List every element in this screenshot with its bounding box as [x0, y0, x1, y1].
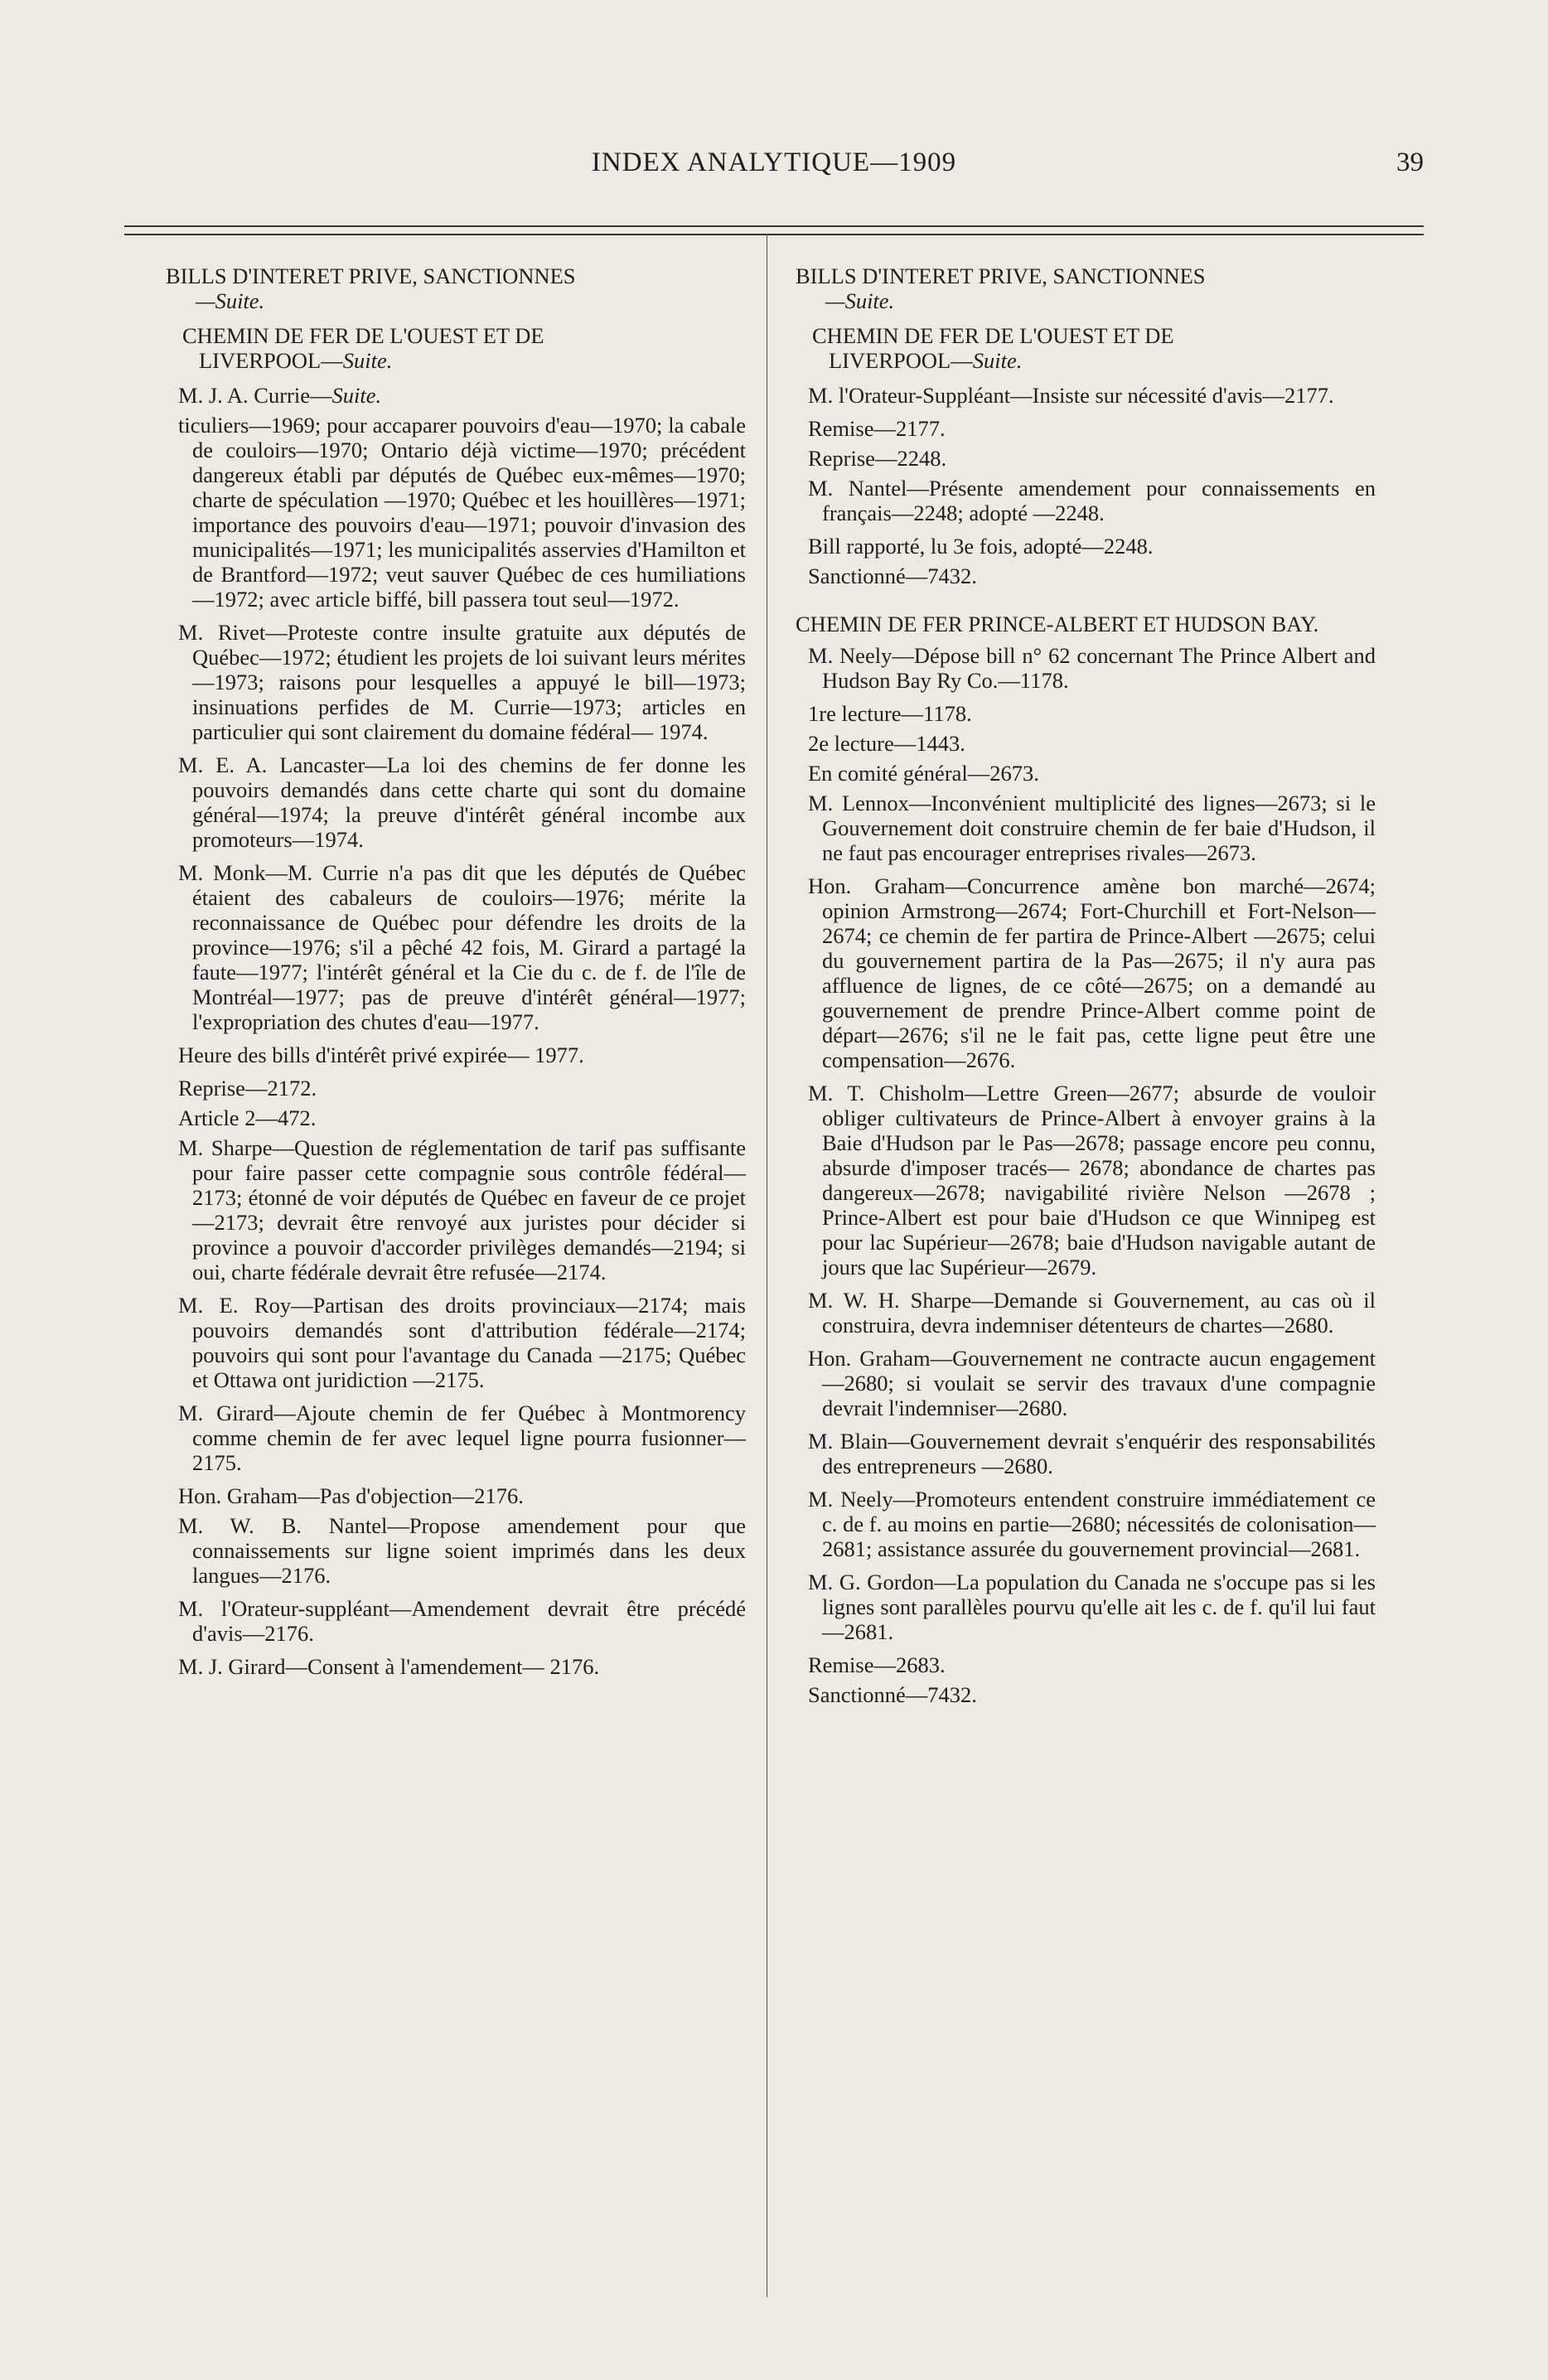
subheading-line1: CHEMIN DE FER DE L'OUEST ET DE	[182, 323, 544, 348]
section-heading-suite: —Suite.	[825, 288, 895, 313]
right-column	[796, 264, 1376, 1712]
running-head	[124, 148, 1424, 197]
index-entry: M. Rivet—Proteste contre insulte gratuite aux députés de Québec—1972; étudient les projets de loi suivant leurs mérites —1973; raisons pour lesquelles a appuyé le bill—1973; insinuations perfides de M. Currie—1973; articles en particulier qui sont clairement du domaine fédéral— 1974.	[178, 620, 746, 744]
index-entry: M. J. Girard—Consent à l'amendement— 2176.	[178, 1654, 600, 1679]
index-entry: M. l'Orateur-suppléant—Amendement devrait être précédé d'avis—2176.	[178, 1596, 746, 1646]
subheading	[166, 323, 746, 373]
speaker-suite: Suite.	[331, 383, 382, 408]
index-entry: Hon. Graham—Concurrence amène bon marché—2674; opinion Armstrong—2674; Fort-Churchill et Fort-Nelson—2674; ce chemin de fer partira de Prince-Albert —2675; celui du gouvernement partira de la Pas—2675; il n'y aura pas affluence de lignes, de ce côté—2675; on a demandé au gouvernement de prendre Prince-Albert comme point de départ—2676; s'il ne le fait pas, cette ligne peut être une compensation—2676.	[808, 873, 1376, 1072]
index-entry: M. G. Gordon—La population du Canada ne s'occupe pas si les lignes sont parallèles pourvu qu'elle ait les c. de f. qu'il lui faut—2681.	[808, 1570, 1376, 1644]
index-entry: Sanctionné—7432.	[808, 1682, 977, 1707]
index-entry: Hon. Graham—Gouvernement ne contracte aucun engagement—2680; si voulait se servir des travaux d'une compagnie devrait l'indemniser—2680.	[808, 1346, 1376, 1420]
index-entry: Reprise—2248.	[808, 446, 947, 471]
subheading-suite: Suite.	[342, 348, 393, 373]
subheading	[796, 323, 1376, 373]
section-heading: BILLS D'INTERET PRIVE, SANCTIONNES	[796, 264, 1206, 288]
index-entry: Heure des bills d'intérêt privé expirée— 1977.	[178, 1042, 584, 1067]
index-entry: M. Neely—Promoteurs entendent construire immédiatement ce c. de f. au moins en partie—2680; nécessités de colonisation—2681; assistance assurée du gouvernement provincial—2681.	[808, 1487, 1376, 1561]
index-entry: Reprise—2172.	[178, 1076, 317, 1101]
index-entry: Remise—2177.	[808, 416, 946, 441]
index-entry: M. Monk—M. Currie n'a pas dit que les députés de Québec étaient des cabaleurs de couloirs—1976; mérite la reconnaissance de Québec pour défendre les droits de la province—1976; s'il a pêché 42 fois, M. Girard a partagé la faute—1977; l'intérêt général et la Cie du c. de f. de l'île de Montréal—1977; pas de preuve d'intérêt général—1977; l'expropriation des chutes d'eau—1977.	[178, 860, 746, 1034]
section-heading-suite: —Suite.	[196, 288, 265, 313]
subheading-line2: LIVERPOOL—	[199, 348, 343, 373]
index-entry: M. Neely—Dépose bill n° 62 concernant The Prince Albert and Hudson Bay Ry Co.—1178.	[808, 643, 1376, 693]
index-entry: Hon. Graham—Pas d'objection—2176.	[178, 1483, 524, 1508]
index-entry: M. l'Orateur-Suppléant—Insiste sur nécessité d'avis—2177.	[808, 383, 1334, 408]
index-entry: M. W. B. Nantel—Propose amendement pour que connaissements sur ligne soient imprimés dans les deux langues—2176.	[178, 1513, 746, 1588]
header-rule-top	[124, 225, 1424, 227]
index-entry: M. T. Chisholm—Lettre Green—2677; absurde de vouloir obliger cultivateurs de Prince-Albert à envoyer grains à la Baie d'Hudson par le Pas—2678; passage encore peu connu, absurde d'imposer tracés— 2678; abondance de chartes pas dangereux—2678; navigabilité rivière Nelson —2678 ; Prince-Albert est pour baie d'Hudson ce que Winnipeg est pour lac Supérieur—2678; baie d'Hudson navigable autant de jours que lac Supérieur—2679.	[808, 1081, 1376, 1279]
index-entry: M. Lennox—Inconvénient multiplicité des lignes—2673; si le Gouvernement doit construire chemin de fer baie d'Hudson, il ne faut pas encourager entreprises rivales—2673.	[808, 791, 1376, 865]
index-entry: 1re lecture—1178.	[808, 701, 972, 726]
page-number: 39	[1396, 148, 1424, 177]
index-entry: M. W. H. Sharpe—Demande si Gouvernement, au cas où il construira, devra indemniser détenteurs de chartes—2680.	[808, 1288, 1376, 1338]
index-entry: Remise—2683.	[808, 1652, 946, 1677]
subheading-suite: Suite.	[972, 348, 1023, 373]
index-entry: En comité général—2673.	[808, 761, 1039, 786]
index-entry: M. Nantel—Présente amendement pour connaissements en français—2248; adopté —2248.	[808, 476, 1376, 525]
index-entry: M. Blain—Gouvernement devrait s'enquérir des responsabilités des entrepreneurs —2680.	[808, 1429, 1376, 1478]
index-entry: 2e lecture—1443.	[808, 731, 965, 756]
index-entry: M. Sharpe—Question de réglementation de tarif pas suffisante pour faire passer cette compagnie sous contrôle fédéral— 2173; étonné de voir députés de Québec en faveur de ce projet—2173; devrait être renvoyé aux juristes pour décider si province a pouvoir d'accorder privilèges demandés—2194; si oui, charte fédérale devrait être refusée—2174.	[178, 1135, 746, 1284]
speaker-name: M. J. A. Currie—	[178, 383, 332, 408]
index-entry: ticuliers—1969; pour accaparer pouvoirs d'eau—1970; la cabale de couloirs—1970; Ontario déjà victime—1970; précédent dangereux établi par députés de Québec eux-mêmes—1970; charte de spéculation —1970; Québec et les houillères—1971; importance des pouvoirs d'eau—1971; pouvoir d'invasion des municipalités—1971; les municipalités asservies d'Hamilton et de Brantford—1972; veut sauver Québec de ces humiliations—1972; avec article biffé, bill passera tout seul—1972.	[178, 413, 746, 612]
section-heading: BILLS D'INTERET PRIVE, SANCTIONNES	[166, 264, 576, 288]
speaker-line	[166, 383, 746, 408]
index-entry: Article 2—472.	[178, 1105, 317, 1130]
index-entry: M. Girard—Ajoute chemin de fer Québec à Montmorency comme chemin de fer avec lequel ligne pourra fusionner—2175.	[178, 1400, 746, 1475]
subheading-line2: LIVERPOOL—	[829, 348, 973, 373]
index-entry: Bill rapporté, lu 3e fois, adopté—2248.	[808, 534, 1154, 559]
index-entry: M. E. Roy—Partisan des droits provinciaux—2174; mais pouvoirs demandés sont d'attribution fédérale—2174; pouvoirs qui sont pour l'avantage du Canada —2175; Québec et Ottawa ont juridiction —2175.	[178, 1293, 746, 1392]
running-title: INDEX ANALYTIQUE—1909	[591, 148, 957, 177]
index-entry: M. E. A. Lancaster—La loi des chemins de fer donne les pouvoirs demandés dans cette charte qui sont du domaine général—1974; la preuve d'intérêt général incombe aux promoteurs—1974.	[178, 752, 746, 852]
left-column	[166, 264, 746, 1687]
header-rule-bottom	[124, 234, 1424, 235]
section-title: CHEMIN DE FER PRINCE-ALBERT ET HUDSON BAY.	[796, 612, 1319, 636]
subheading-line1: CHEMIN DE FER DE L'OUEST ET DE	[812, 323, 1174, 348]
index-entry: Sanctionné—7432.	[808, 564, 977, 588]
